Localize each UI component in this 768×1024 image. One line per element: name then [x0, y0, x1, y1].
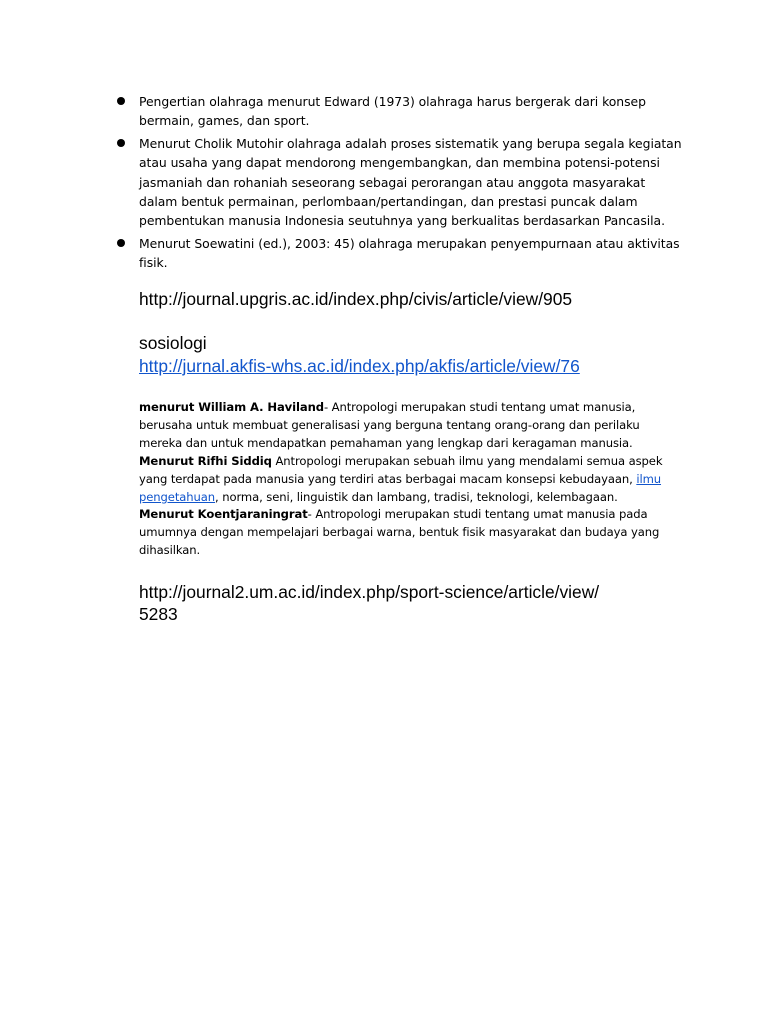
reference-url-sport-science	[139, 581, 599, 625]
reference-url-sport-science-line1: http://journal2.um.ac.id/index.php/sport-science/article/view/	[139, 582, 600, 602]
haviland-definition: - Antropologi merupakan studi tentang umat manusia, berusaha untuk membuat generalisasi yang berguna tentang orang-orang dan perilaku mereka dan untuk mendapatkan pemahaman yang lengkap dari keragaman manusia.	[139, 400, 640, 450]
siddiq-definition-start: Antropologi merupakan sebuah ilmu yang mendalami semua aspek yang terdapat pada manusia yang terdiri atas berbagai macam konsepsi kebudayaan,	[139, 453, 663, 486]
list-item	[114, 234, 684, 273]
reference-url-sport-science-line2: 5283	[139, 604, 178, 624]
list-item	[114, 92, 684, 131]
author-name-haviland: menurut William A. Haviland	[139, 400, 324, 414]
bullet-text: Pengertian olahraga menurut Edward (1973) olahraga harus bergerak dari konsep bermain, games, dan sport.	[139, 94, 646, 129]
bullet-icon	[117, 97, 125, 105]
siddiq-definition-end: , norma, seni, linguistik dan lambang, tradisi, teknologi, kelembagaan.	[215, 489, 618, 504]
bullet-text: Menurut Soewatini (ed.), 2003: 45) olahraga merupakan penyempurnaan atau aktivitas fisik.	[139, 235, 680, 271]
bullet-icon	[117, 239, 125, 247]
author-name-koentjaraningrat: Menurut Koentjaraningrat	[139, 507, 308, 522]
section-label-sosiologi: sosiologi	[139, 333, 207, 353]
reference-link-akfis[interactable]: http://jurnal.akfis-whs.ac.id/index.php/akfis/article/view/76	[139, 356, 580, 376]
definition-list	[114, 92, 684, 276]
ilmu-pengetahuan-link[interactable]: ilmu pengetahuan	[139, 471, 662, 504]
koentjaraningrat-definition: - Antropologi merupakan studi tentang umat manusia pada umumnya dengan mempelajari berbagai warna, bentuk fisik masyarakat dan budaya yang dihasilkan.	[139, 507, 660, 558]
reference-url-akfis-container	[139, 355, 580, 377]
list-item	[114, 134, 684, 231]
anthropology-paragraph	[139, 399, 679, 560]
author-name-siddiq: Menurut Rifhi Siddiq	[139, 453, 272, 468]
bullet-icon	[117, 139, 125, 147]
bullet-text: Menurut Cholik Mutohir olahraga adalah proses sistematik yang berupa segala kegiatan atau usaha yang dapat mendorong mengembangkan, dan membina potensi-potensi jasmaniah dan rohaniah seseorang sebagai perorangan atau anggota masyarakat dalam bentuk permainan, perlombaan/pertandingan, dan prestasi puncak dalam pembentukan manusia Indonesia seutuhnya yang berkualitas berdasarkan Pancasila.	[139, 135, 682, 229]
reference-url-civis: http://journal.upgris.ac.id/index.php/civis/article/view/905	[139, 289, 573, 309]
